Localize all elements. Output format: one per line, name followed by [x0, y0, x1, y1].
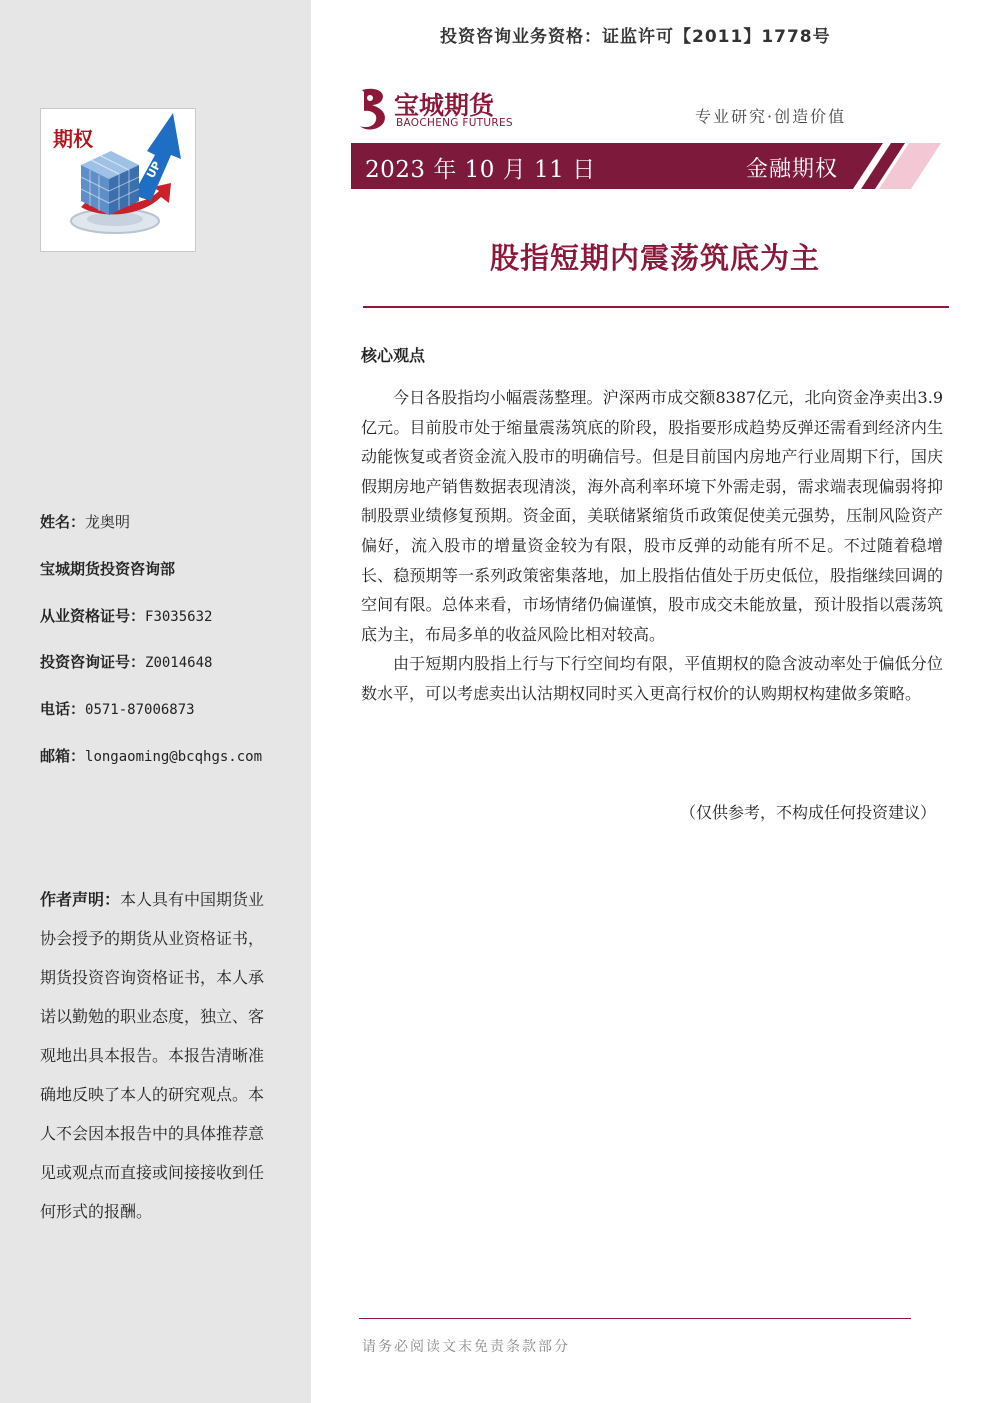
- author-name: [40, 511, 130, 532]
- svg-text:UP: UP: [144, 159, 164, 181]
- practice-license: [40, 605, 212, 626]
- logo-english-name: BAOCHENG FUTURES: [396, 117, 513, 129]
- phone-label: 电话：: [40, 700, 86, 718]
- paragraph: 今日各股指均小幅震荡整理。沪深两市成交额8387亿元，北向资金净卖出3.9亿元。目前股市处于缩量震荡筑底的阶段，股指要形成趋势反弹还需看到经济内生动能恢复或者资金流入股市的明确信号。但是目前国内房地产行业周期下行，国庆假期房地产销售数据表现清淡，海外高利率环境下外需走弱，需求端表现偏弱将抑制股票业绩修复预期。资金面，美联储紧缩货币政策促使美元强势，压制风险资产偏好，流入股市的增量资金较为有限，股市反弹的动能有所不足。不过随着稳增长、稳预期等一系列政策密集落地，加上股指估值处于历史低位，股指继续回调的空间有限。总体来看，市场情绪仍偏谨慎，股市成交未能放量，预计股指以震荡筑底为主，布局多单的收益风险比相对较高。: [361, 388, 943, 644]
- email-value[interactable]: longaoming@bcqhgs.com: [85, 749, 263, 765]
- title-divider: [363, 306, 949, 308]
- author-name-value: 龙奥明: [85, 513, 131, 531]
- date-banner: [351, 143, 941, 189]
- declaration-label: 作者声明：: [40, 890, 121, 909]
- phone: [40, 698, 195, 719]
- section-heading: 核心观点: [361, 346, 426, 365]
- report-category: 金融期权: [746, 157, 839, 182]
- report-title: 股指短期内震荡筑底为主: [489, 241, 820, 275]
- practice-license-value: F3035632: [145, 609, 213, 625]
- author-declaration: [40, 880, 272, 1231]
- b-logo-icon: [356, 86, 392, 132]
- footer-disclaimer: 请务必阅读文末免责条款部分: [362, 1339, 570, 1355]
- license-statement: 投资咨询业务资格：证监许可【2011】1778号: [440, 27, 831, 47]
- advisory-license: [40, 651, 212, 672]
- paragraph: 由于短期内股指上行与下行空间均有限，平值期权的隐含波动率处于偏低分位数水平，可以考虑卖出认沽期权同时买入更高行权价的认购期权构建做多策略。: [361, 654, 943, 703]
- declaration-text: 本人具有中国期货业协会授予的期货从业资格证书，期货投资咨询资格证书，本人承诺以勤勉的职业态度，独立、客观地出具本报告。本报告清晰准确地反映了本人的研究观点。本人不会因本报告中的具体推荐意见或观点而直接或间接接收到任何形式的报酬。: [40, 890, 265, 1221]
- options-cover-image: [40, 108, 196, 252]
- slogan: 专业研究·创造价值: [695, 107, 847, 126]
- email-label: 邮箱：: [40, 747, 86, 765]
- report-body: [361, 383, 943, 709]
- sidebar: [0, 0, 311, 1403]
- practice-license-label: 从业资格证号：: [40, 607, 146, 625]
- department-name: 宝城期货投资咨询部: [40, 560, 176, 578]
- phone-value: 0571-87006873: [85, 702, 195, 718]
- email: [40, 745, 262, 766]
- footer-divider: [359, 1318, 911, 1319]
- author-name-label: 姓名：: [40, 513, 86, 531]
- company-logo: [356, 86, 526, 132]
- report-date: 2023 年 10 月 11 日: [365, 157, 596, 183]
- reference-note: （仅供参考，不构成任何投资建议）: [679, 803, 936, 822]
- advisory-license-value: Z0014648: [145, 655, 213, 671]
- department: [40, 558, 175, 579]
- logo-chinese-name: 宝城期货: [394, 91, 495, 120]
- cover-label: 期权: [53, 127, 93, 151]
- advisory-license-label: 投资咨询证号：: [40, 653, 146, 671]
